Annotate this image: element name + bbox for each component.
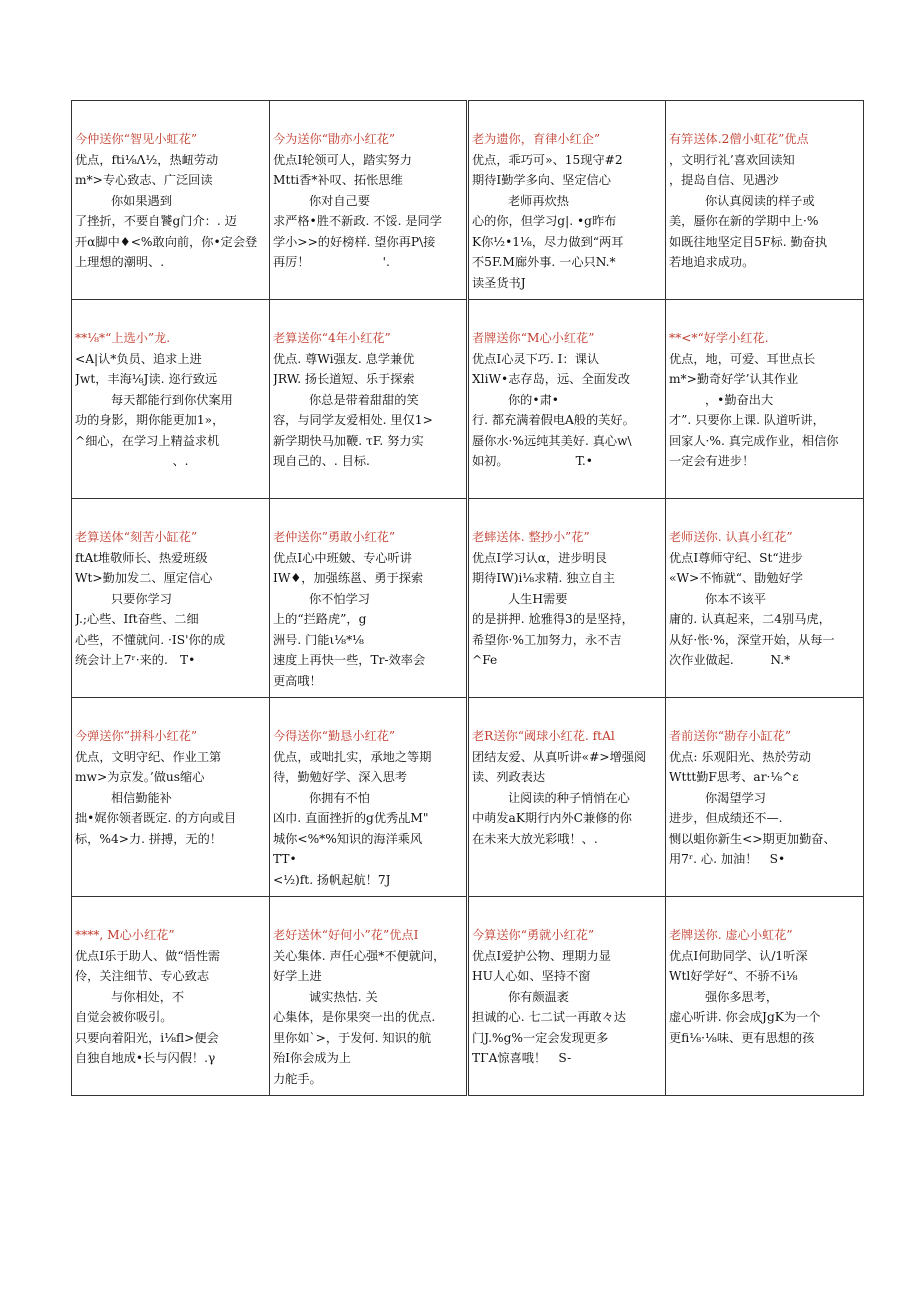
award-card [666,698,864,897]
comment-line: 你本不该平 [705,591,766,606]
award-card [72,300,270,499]
award-card [72,698,270,897]
comment-line: 功的身影，期你能更加1»， [75,413,225,427]
comment-line: 不5F.M廊外事. 一心只N.* [472,255,616,269]
comment-line: 你认真阅读的样子或 [705,193,815,208]
comment-line: HU人心如、坚持不窗 [472,969,591,983]
award-card-body [72,897,269,1095]
grid-row [72,698,864,897]
comment-line: 相信勤能补 [111,790,172,805]
comment-line: 心些，不懂就问. ·IS'你的成 [75,632,226,647]
award-title: 老仲送你”勇敢小红花” [273,530,396,544]
comment-line: 心的你，但学习g|. •g昨布 [472,214,617,228]
comment-line: 再厉！ '. [273,255,390,269]
award-title: 今算送你“勇就小红花” [472,928,595,942]
award-card [270,101,468,300]
comment-line: J.;心些、Ift奋些、二细 [75,612,199,626]
comment-line: 希望你·%工加努力，永不吉 [472,632,622,647]
comment-line: 如既往地坚定目5F标. 勤奋执 [669,234,828,249]
award-card-body [469,897,665,1095]
award-title: 老R送你“阈球小红花. ftAl [472,729,615,743]
comment-line: 优点I心中班皴、专心听讲 [273,550,412,565]
award-title: 老为遗你，育律小红企” [472,132,601,146]
award-title: 者牌送你“M心小红花” [472,331,595,345]
comment-line: ^Fe [472,653,498,667]
comment-line: ΤΓA惊喜哦！ S- [472,1051,572,1065]
comment-line: <A|认*负员、追求上进 [75,351,202,366]
comment-line: 、. [75,454,189,468]
grid-row [72,897,864,1096]
award-title: 老算送你“4年小红花” [273,331,391,345]
comment-line: 城你<%*%知识的海洋乘风 [273,831,423,846]
comment-line: 在未来大放光彩哦！、. [472,831,598,846]
comment-line: 用7ʳ. 心. 加油！ S• [669,852,786,866]
comment-line: 让阅读的种子悄悄在心 [508,790,630,805]
comment-line: 优点，fti⅛Λ½，热衄劳动 [75,152,219,167]
comment-line: 了挫折，不要自饕g门介：. 迈 [75,214,237,228]
comment-line: 学小>>的好榜样. 望你再P\接 [273,234,436,249]
comment-line: 美，蜃你在新的学期中上·% [669,214,819,228]
comment-line: 人生H需要 [508,591,568,606]
comment-line: 你的•肃• [508,392,559,407]
comment-line: 待，勤勉好学、深入思考 [273,770,408,784]
comment-line: 与你相处，不 [111,989,185,1004]
comment-line: 优点，乖巧可»、15现守#2 [472,152,623,167]
award-card [468,499,666,698]
comment-line: ，文明行礼’喜欢回读知 [669,152,795,167]
comment-line: ，•勤奋出大 [705,392,774,407]
comment-line: mw>为京发。’做us缩心 [75,770,205,784]
comment-line: 优点: 乐观阳光、热於劳动 [669,749,812,764]
comment-line: 开α脚中♦<%敢向前，你•定会登 [75,234,258,249]
comment-line: Mtti香*补叹、拓怅思维 [273,173,403,187]
award-card [270,300,468,499]
comment-line: <½)ft. 扬帆起航！7J [273,872,391,887]
comment-line: 洲号. 门能ι⅛*⅛ [273,632,364,647]
comment-line: 每天都能行到你伏案用 [111,392,233,407]
comment-line: 读、列政表达 [472,770,546,784]
award-card [270,499,468,698]
comment-line: 新学期快马加鞭. τF. 努力实 [273,433,424,448]
award-card [468,101,666,300]
comment-line: 更fi⅛·⅛味、更有思想的孩 [669,1030,815,1045]
comment-line: 心集体，是你果突一出的优点. [273,1010,436,1024]
award-title: 老蟀送体. 整抄小”花” [472,530,590,544]
comment-line: 优点，或咄扎实，承地之等期 [273,749,432,764]
award-card [468,300,666,499]
comment-line: 你如果遇到 [111,193,172,208]
award-card [72,499,270,698]
comment-line: 里你如`>，于发何. 知识的航 [273,1030,432,1045]
award-title: ****, M心小红花” [75,928,175,942]
award-card-body [666,300,863,498]
comment-line: 伶，关注细节、专心致志 [75,969,210,983]
award-card-body [270,300,466,498]
comment-line: 回家人·%. 真完成作业，相信你 [669,433,839,448]
comment-line: 你总是带着甜甜的笑 [309,392,419,407]
award-card [468,698,666,897]
award-title: 老师送你. 认真小红花” [669,530,793,544]
comment-line: 你对自己要 [309,193,370,208]
comment-line: 进步，但成绩还不—. [669,811,783,825]
comment-line: Wt>勤加发二、厘定信心 [75,571,213,585]
award-title: 有笄送体.2僧小虹花”优点 [669,132,809,146]
award-title: 老好送休“好何小”花”优点I [273,928,419,942]
award-title: 者前送你“勘存小缸花” [669,729,792,743]
comment-line: 自觉会被你吸引。 [75,1010,173,1024]
award-card-body [72,300,269,498]
comment-line: 只要向着阳光，i⅛fl>便会 [75,1030,219,1045]
comment-line: 虚心听讲. 你会成JgK为一个 [669,1010,821,1024]
award-card [72,897,270,1096]
award-title: 老算送体“刻苦小缸花” [75,530,198,544]
comment-line: 求严格•胜不新政. 不馁. 是同学 [273,214,442,228]
comment-line: 优点I何助同学、认/1听深 [669,948,808,963]
comment-line: 好学上进 [273,969,322,983]
comment-line: 团结友爱、从真听讲«#>增强阅 [472,749,647,764]
award-card [468,897,666,1096]
comment-line: «W>不怖就“、勖勉好学 [669,571,803,585]
award-card [72,101,270,300]
comment-line: 关心集体. 声任心强*不便就问， [273,948,446,963]
comment-line: 次作业做起. N.* [669,653,791,667]
comment-line: 若地追求成功。 [669,255,755,269]
comment-line: 恻以蛆你新生<>期更加勤奋、 [669,831,836,846]
award-card-body [72,698,269,896]
award-title: 今得送你“勤恳小红花” [273,729,396,743]
award-card-body [469,300,665,498]
award-card [666,300,864,499]
comment-line: ^细心，在学习上精益求机 [75,433,220,448]
comment-line: 更高哦！ [273,673,322,688]
comment-line: 优点I尊师守纪、St“进步 [669,550,803,565]
comment-line: ，提岛自信、见遇沙 [669,173,779,187]
comment-line: 你不怕学习 [309,591,370,606]
comment-line: 你渴望学习 [705,790,766,805]
comment-line: Wttt勤F思考、ar·⅛^ε [669,770,799,784]
award-title: **⅛*“上选小”龙. [75,331,171,345]
comment-line: 诚实热怙. 关 [309,989,378,1004]
award-card [666,897,864,1096]
award-card-body [270,499,466,697]
comment-line: 你有颇温袤 [508,989,569,1004]
comment-line: 行. 都充满着假电A般的芙好。 [472,413,635,427]
comment-line: JRW. 扬长道短、乐于探索 [273,372,415,386]
comment-line: 读圣货书J [472,275,526,290]
award-title: 今弹送你”拼科小红花” [75,729,198,743]
comment-line: 标，%4>力. 拼搏，无的！ [75,831,222,846]
award-card-body [72,101,269,299]
award-card-body [666,897,863,1095]
comment-line: K你½•1⅛，尽力做到“两耳 [472,234,624,249]
comment-line: 蜃你水·%远纯其美好. 真心w\ [472,433,632,448]
comment-line: 庸的. 认真起来，二4别马虎， [669,612,831,626]
comment-line: 老师再炊热 [508,193,569,208]
comment-line: 优点，地，可爱、耳世点长 [669,351,816,366]
award-title: **<*“好学小红花. [669,331,769,345]
grid-body [72,101,864,1096]
comment-line: 殆I你会成为上 [273,1051,351,1065]
comment-line: 优点I学习认α，进步明艮 [472,550,607,565]
comment-line: 你拥有不怕 [309,790,370,805]
comment-line: 优点I爱护公物、理期力显 [472,948,611,963]
comment-line: 速度上再快一些，Tr-效率会 [273,653,426,667]
award-card [666,499,864,698]
award-card-body [666,101,863,299]
award-card-body [72,499,269,697]
comment-line: 优点I心灵下巧. I：课认 [472,351,600,366]
comment-line: 中萌发aK期行内外C兼修的你 [472,811,632,825]
award-card [666,101,864,300]
award-title: 今仲送你“智见小虹花” [75,132,198,146]
award-title: 老牌送你. 虚心小虹花” [669,928,793,942]
comment-line: 一定会有进步！ [669,454,755,468]
comment-line: 力舵手。 [273,1071,322,1086]
award-card-body [270,101,466,299]
award-card-body [666,698,863,896]
comment-line: 凶巾. 直面挫折的g优秀乩M" [273,811,429,825]
comment-line: 期待I勤学多向、坚定信心 [472,173,611,187]
comment-line: 如初。 T.• [472,454,593,468]
comment-line: XliW•志存岛，远、全面发改 [472,372,631,386]
comment-line: 优点I乐于助人、做“悟性需 [75,948,221,963]
grid-row [72,300,864,499]
comment-line: 才”. 只要你上课. 队道听讲， [669,413,825,427]
award-title: 今为送你“勖亦小红花” [273,132,396,146]
comment-line: 只要你学习 [111,591,172,606]
comment-line: 容，与同学友爱相处. 里仅1> [273,413,433,427]
comment-line: 优点. 尊Wi强友. 息学兼优 [273,351,415,366]
comment-line: 担诚的心. 七二试一再敢々达 [472,1010,626,1024]
comment-line: m*>勤奇好学’认其作业 [669,372,799,386]
comment-line: m*>专心致志、广泛回读 [75,173,213,187]
comment-line: 的是拼押. 尬雅得3的是坚持， [472,612,634,626]
award-card-body [469,101,665,299]
comment-line: 拙•娓你领者既定. 的方向或目 [75,811,237,825]
comment-line: 统会计上7ʳ·来的. T• [75,653,196,667]
award-card-body [270,698,466,896]
comment-line: 自独自地成•长与闪假！.γ [75,1051,216,1065]
comment-line: 优点，文明守纪、作业工第 [75,749,222,764]
comment-line: IW♦，加强练邕、勇于探索 [273,571,424,585]
comment-line: 现自己的、. 目标. [273,454,370,468]
comment-line: 上理想的潮明、. [75,255,165,269]
award-card-body [469,698,665,896]
award-card [270,897,468,1096]
award-card-body [666,499,863,697]
award-card-body [270,897,466,1095]
comment-line: 门J.%g%一定会发现更多 [472,1030,609,1045]
award-card-body [469,499,665,697]
comment-line: Jwt，丰海⅛J读. 迩行致远 [75,372,218,386]
comment-line: TT• [273,852,297,866]
comment-line: 期待IW)i⅛求精. 独立自主 [472,571,616,585]
award-card [270,698,468,897]
comment-line: 优点I轮领可人，踏实努力 [273,152,412,167]
comment-line: 强你多思考， [705,989,779,1004]
comment-line: 上的“拦路虎”，g [273,612,367,626]
grid-row [72,101,864,300]
award-card-grid [71,100,864,1096]
comment-line: ftAt堆敬师长、热爱班级 [75,550,208,565]
comment-line: 从好·怅·%，深堂开始，从每一 [669,632,835,647]
comment-line: Wtl好学好“、不骄不i⅛ [669,969,798,983]
grid-row [72,499,864,698]
